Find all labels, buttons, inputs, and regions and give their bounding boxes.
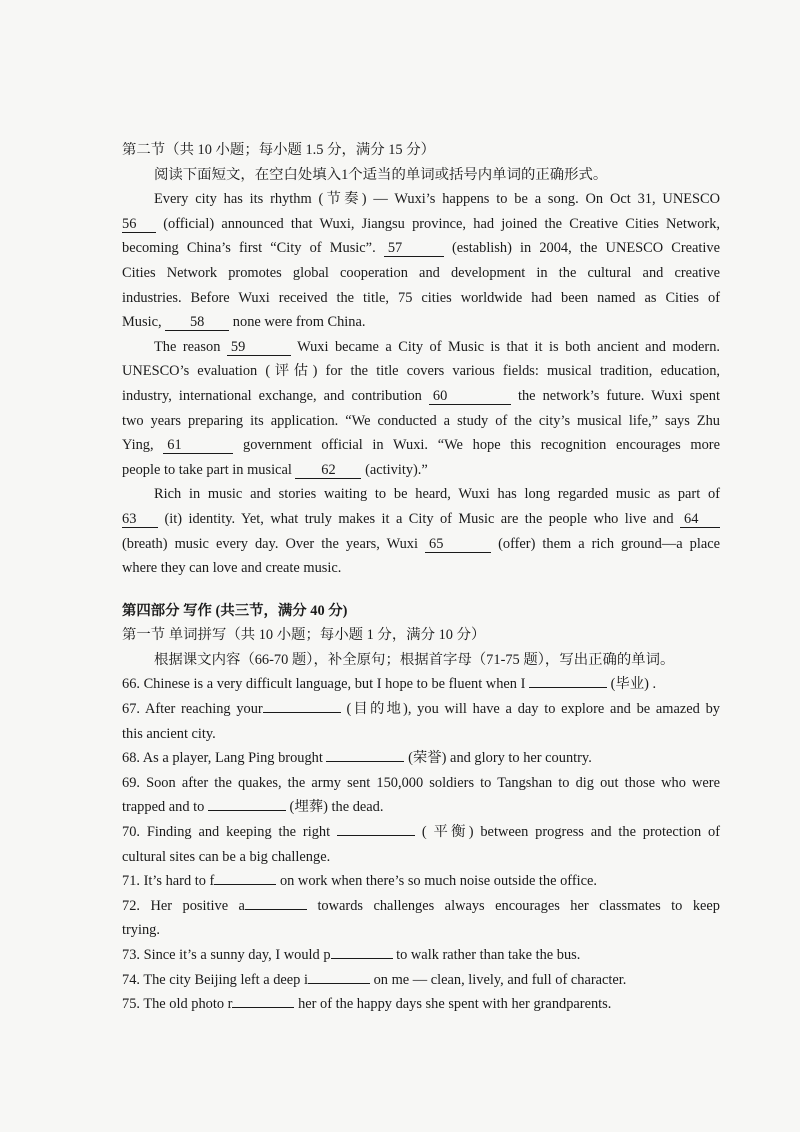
section-2-instruction: 阅读下面短文，在空白处填入1个适当的单词或括号内单词的正确形式。 [154,166,608,183]
passage-line: Every city has its rhythm (节奏) — Wuxi’s happens to be a song. On Oct 31, UNESCO [154,191,720,208]
passage-line: 63 (it) identity. Yet, what truly makes it a City of Music are the people who live and 64 [122,507,720,532]
question-69: 69. Soon after the quakes, the army sent 150,000 soldiers to Tangshan to dig out those who were [122,774,720,791]
question-69-cont: trapped and to (埋葬) the dead. [122,799,384,816]
passage-line: becoming China’s first “City of Music”. 57 (establish) in 2004, the UNESCO Creative [122,240,721,257]
answer-blank-69[interactable] [208,798,286,811]
answer-blank-66[interactable] [529,675,607,688]
section-2-heading: 第二节（共 10 小题；每小题 1.5 分，满分 15 分） [122,142,435,158]
question-71: 71. It’s hard to f on work when there’s so much noise outside the office. [122,873,597,890]
passage [122,187,720,581]
blank-61[interactable]: 61 [163,438,233,454]
blank-64[interactable]: 64 [680,512,720,528]
passage-line: industries. Before Wuxi received the title, 75 cities worldwide had been named as Cities of [122,289,720,306]
part-4-instruction: 根据课文内容（66-70 题），补全原句；根据首字母（71-75 题），写出正确的单词。 [154,651,675,668]
question-74: 74. The city Beijing left a deep i on me — clean, lively, and full of character. [122,971,627,988]
passage-line: (breath) music every day. Over the years, Wuxi 65 (offer) them a rich ground—a place [122,535,720,552]
passage-line: UNESCO’s evaluation (评估) for the title covers various fields: musical tradition, education, [122,363,720,380]
question-68: 68. As a player, Lang Ping brought (荣誉) and glory to her country. [122,750,592,767]
answer-blank-75[interactable] [232,995,294,1008]
question-66: 66. Chinese is a very difficult language, but I hope to be fluent when I (毕业) . [122,676,657,693]
passage-line: Ying, 61 government official in Wuxi. “We hope this recognition encourages more [122,437,720,454]
blank-59[interactable]: 59 [227,340,291,356]
answer-blank-74[interactable] [308,971,370,984]
question-72: 72. Her positive a towards challenges always encourages her classmates to keep [122,897,721,914]
passage-line: Cities Network promotes global cooperation and development in the cultural and creative [122,264,720,281]
answer-blank-67[interactable] [263,700,341,713]
blank-56[interactable]: 56 [122,217,156,233]
blank-57[interactable]: 57 [384,241,444,257]
blank-65[interactable]: 65 [425,537,491,553]
question-70: 70. Finding and keeping the right ( 平衡) between progress and the protection of [122,824,720,841]
answer-blank-73[interactable] [331,946,393,959]
question-72-cont: trying. [122,922,160,939]
blank-62[interactable]: 62 [295,463,361,479]
passage-line: Rich in music and stories waiting to be heard, Wuxi has long regarded music as part of [154,486,720,503]
passage-line: people to take part in musical 62 (activity).” [122,461,428,478]
answer-blank-71[interactable] [214,872,276,885]
passage-line: two years preparing its application. “We conducted a study of the city’s musical life,” says Zhu [122,412,720,429]
question-70-cont: cultural sites can be a big challenge. [122,848,331,865]
passage-line: Music, 58 none were from China. [122,314,366,331]
question-73: 73. Since it’s a sunny day, I would p to walk rather than take the bus. [122,947,581,963]
passage-line: industry, international exchange, and contribution 60 the network’s future. Wuxi spent [122,387,720,404]
blank-58[interactable]: 58 [165,315,229,331]
answer-blank-72[interactable] [245,897,307,910]
answer-blank-68[interactable] [326,749,404,762]
answer-blank-70[interactable] [337,823,415,836]
question-75: 75. The old photo r her of the happy days she spent with her grandparents. [122,996,612,1013]
passage-line: 56 (official) announced that Wuxi, Jiangsu province, had joined the Creative Cities Network, [122,215,720,232]
question-67: 67. After reaching your (目的地), you will have a day to explore and be amazed by [122,701,720,718]
part-4-sub-heading: 第一节 单词拼写（共 10 小题；每小题 1 分，满分 10 分） [122,627,486,644]
passage-line: where they can love and create music. [122,560,342,577]
blank-63[interactable]: 63 [122,512,158,528]
blank-60[interactable]: 60 [429,389,511,405]
part-4-heading: 第四部分 写作 (共三节，满分 40 分) [122,602,348,619]
question-67-cont: this ancient city. [122,725,216,742]
passage-line: The reason 59 Wuxi became a City of Music is that it is both ancient and modern. [154,338,720,355]
